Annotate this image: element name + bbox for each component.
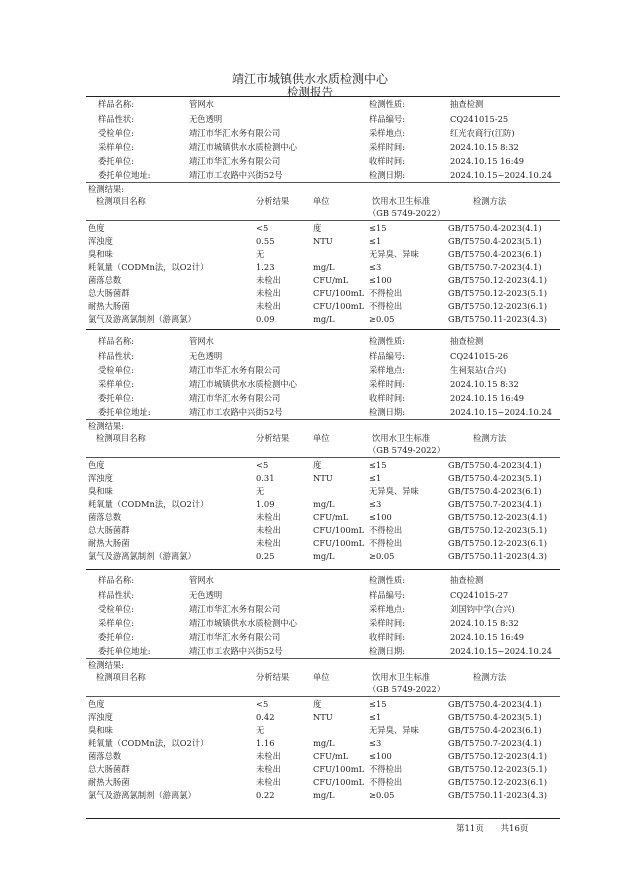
table-row <box>86 711 560 724</box>
table-row <box>86 248 560 261</box>
client-address-label: 委托单位地址: <box>98 407 151 417</box>
cell-item: 色度 <box>88 223 105 233</box>
cell-method: GB/T5750.12-2023(4.1) <box>448 512 547 522</box>
cell-item: 菌落总数 <box>88 275 122 285</box>
cell-method: GB/T5750.4-2023(4.1) <box>448 699 542 709</box>
table-row <box>86 472 560 485</box>
table-row <box>86 698 560 711</box>
client-unit-label: 委托单位: <box>98 393 134 403</box>
cell-item: 色度 <box>88 699 105 709</box>
table-row <box>86 763 560 776</box>
cell-item: 浑浊度 <box>88 236 113 246</box>
cell-standard: ≤1 <box>369 712 382 722</box>
page-number: 第11页 <box>456 824 484 834</box>
client-unit-label: 委托单位: <box>98 632 134 642</box>
column-header-unit: 单位 <box>313 672 330 682</box>
receipt-time-value: 2024.10.15 16:49 <box>450 632 525 642</box>
cell-unit: 度 <box>313 223 322 233</box>
cell-standard: ≤3 <box>369 499 382 509</box>
cell-standard: 不得检出 <box>369 777 403 787</box>
column-header-standard: 饮用水卫生标准 <box>372 672 431 682</box>
cell-item: 氯气及游离氯制剂（游离氯） <box>88 790 196 800</box>
commissioned-unit-label: 受检单位: <box>98 604 134 614</box>
cell-unit: NTU <box>313 712 333 722</box>
cell-standard: ≤100 <box>369 275 392 285</box>
sample-property-label: 样品性状: <box>98 114 134 124</box>
cell-unit: CFU/100mL <box>313 777 365 787</box>
sampling-time-value: 2024.10.15 8:32 <box>450 618 519 628</box>
cell-result: 未检出 <box>256 512 281 522</box>
cell-result: 1.16 <box>256 738 275 748</box>
sample-property-value: 无色透明 <box>189 351 223 361</box>
report-title: 靖江市城镇供水水质检测中心 <box>231 72 388 86</box>
table-row <box>86 537 560 550</box>
cell-item: 臭和味 <box>88 249 113 259</box>
column-header-unit: 单位 <box>313 196 330 206</box>
sampling-time-label: 采样时间: <box>369 379 405 389</box>
cell-unit: CFU/mL <box>313 275 349 285</box>
receipt-time-value: 2024.10.15 16:49 <box>450 393 525 403</box>
sampling-site-label: 采样地点: <box>369 604 405 614</box>
test-date-value: 2024.10.15~2024.10.24 <box>450 407 552 417</box>
sample-no-value: CQ241015-27 <box>450 590 509 600</box>
cell-item: 耐热大肠菌 <box>88 777 130 787</box>
cell-method: GB/T5750.12-2023(5.1) <box>448 764 547 774</box>
cell-standard: ≥0.05 <box>369 314 395 324</box>
table-row <box>86 222 560 235</box>
sample-name-value: 管网水 <box>189 336 214 346</box>
test-date-label: 检测日期: <box>369 646 405 656</box>
cell-result: 未检出 <box>256 275 281 285</box>
cell-method: GB/T5750.12-2023(5.1) <box>448 525 547 535</box>
cell-method: GB/T5750.11-2023(4.3) <box>448 551 547 561</box>
cell-standard: ≤15 <box>369 223 387 233</box>
cell-method: GB/T5750.7-2023(4.1) <box>448 262 542 272</box>
cell-result: 无 <box>256 725 265 735</box>
test-date-label: 检测日期: <box>369 407 405 417</box>
table-row <box>86 313 560 326</box>
page-footer <box>456 822 542 834</box>
sampling-site-label: 采样地点: <box>369 128 405 138</box>
sampling-time-value: 2024.10.15 8:32 <box>450 142 519 152</box>
sampling-site-value: 红光农商行(江防) <box>450 128 515 138</box>
cell-result: 无 <box>256 249 265 259</box>
cell-unit: mg/L <box>313 551 335 561</box>
table-row <box>86 498 560 511</box>
cell-result: 0.42 <box>256 712 275 722</box>
column-header-item: 检测项目名称 <box>96 196 146 206</box>
cell-method: GB/T5750.4-2023(5.1) <box>448 473 542 483</box>
cell-item: 耐热大肠菌 <box>88 538 130 548</box>
client-unit-label: 委托单位: <box>98 156 134 166</box>
cell-method: GB/T5750.12-2023(4.1) <box>448 275 547 285</box>
cell-item: 氯气及游离氯制剂（游离氯） <box>88 551 196 561</box>
cell-item: 浑浊度 <box>88 473 113 483</box>
table-row <box>86 261 560 274</box>
report-subtitle: 检测报告 <box>287 85 333 99</box>
receipt-time-label: 收样时间: <box>369 156 405 166</box>
cell-standard: ≤100 <box>369 751 392 761</box>
commissioned-unit-value: 靖江市华汇水务有限公司 <box>189 128 281 138</box>
table-row <box>86 274 560 287</box>
cell-item: 耗氧量（CODMn法，以O2计） <box>88 738 209 748</box>
test-property-value: 抽查检测 <box>450 336 484 346</box>
cell-result: 未检出 <box>256 751 281 761</box>
cell-unit: CFU/100mL <box>313 538 365 548</box>
column-header-method: 检测方法 <box>473 196 507 206</box>
cell-result: 未检出 <box>256 301 281 311</box>
cell-unit: CFU/100mL <box>313 301 365 311</box>
cell-method: GB/T5750.4-2023(5.1) <box>448 712 542 722</box>
cell-method: GB/T5750.12-2023(6.1) <box>448 777 547 787</box>
cell-standard: ≤3 <box>369 262 382 272</box>
sample-name-label: 样品名称: <box>98 99 134 109</box>
column-header-standard-code: （GB 5749-2022） <box>368 684 445 694</box>
cell-item: 总大肠菌群 <box>88 288 130 298</box>
cell-unit: mg/L <box>313 262 335 272</box>
cell-unit: CFU/mL <box>313 751 349 761</box>
test-property-label: 检测性质: <box>369 575 405 585</box>
column-header-item: 检测项目名称 <box>96 672 146 682</box>
client-unit-value: 靖江市华汇水务有限公司 <box>189 632 281 642</box>
client-address-value: 靖江市工农路中兴街52号 <box>189 170 283 180</box>
cell-standard: ≤15 <box>369 460 387 470</box>
table-row <box>86 550 560 563</box>
sample-no-label: 样品编号: <box>369 351 405 361</box>
cell-result: 未检出 <box>256 288 281 298</box>
sample-property-label: 样品性状: <box>98 590 134 600</box>
column-header-result: 分析结果 <box>256 433 290 443</box>
bottom-rule <box>86 818 560 819</box>
cell-result: 0.55 <box>256 236 275 246</box>
cell-unit: NTU <box>313 473 333 483</box>
cell-method: GB/T5750.7-2023(4.1) <box>448 738 542 748</box>
cell-result: 未检出 <box>256 764 281 774</box>
cell-result: 1.09 <box>256 499 275 509</box>
cell-item: 耐热大肠菌 <box>88 301 130 311</box>
table-row <box>86 776 560 789</box>
sample-name-label: 样品名称: <box>98 575 134 585</box>
test-date-value: 2024.10.15~2024.10.24 <box>450 646 552 656</box>
table-row <box>86 511 560 524</box>
cell-unit: 度 <box>313 699 322 709</box>
column-header-standard-code: （GB 5749-2022） <box>368 445 445 455</box>
cell-standard: ≤15 <box>369 699 387 709</box>
cell-result: 无 <box>256 486 265 496</box>
sample-name-label: 样品名称: <box>98 336 134 346</box>
sample-property-label: 样品性状: <box>98 351 134 361</box>
sampling-unit-value: 靖江市城镇供水水质检测中心 <box>189 142 297 152</box>
column-header-method: 检测方法 <box>473 433 507 443</box>
sampling-unit-label: 采样单位: <box>98 142 134 152</box>
client-address-value: 靖江市工农路中兴街52号 <box>189 646 283 656</box>
sampling-site-value: 生祠泵站(合兴) <box>450 365 507 375</box>
client-address-label: 委托单位地址: <box>98 646 151 656</box>
sample-no-label: 样品编号: <box>369 114 405 124</box>
cell-item: 耗氧量（CODMn法，以O2计） <box>88 262 209 272</box>
cell-method: GB/T5750.7-2023(4.1) <box>448 499 542 509</box>
cell-item: 臭和味 <box>88 486 113 496</box>
cell-item: 菌落总数 <box>88 512 122 522</box>
cell-unit: CFU/100mL <box>313 288 365 298</box>
cell-standard: ≥0.05 <box>369 551 395 561</box>
cell-method: GB/T5750.12-2023(4.1) <box>448 751 547 761</box>
commissioned-unit-value: 靖江市华汇水务有限公司 <box>189 365 281 375</box>
sampling-unit-value: 靖江市城镇供水水质检测中心 <box>189 379 297 389</box>
cell-unit: 度 <box>313 460 322 470</box>
cell-item: 臭和味 <box>88 725 113 735</box>
test-property-value: 抽查检测 <box>450 575 484 585</box>
cell-standard: ≤100 <box>369 512 392 522</box>
cell-unit: CFU/100mL <box>313 764 365 774</box>
column-header-standard: 饮用水卫生标准 <box>372 196 431 206</box>
column-header-method: 检测方法 <box>473 672 507 682</box>
sampling-time-value: 2024.10.15 8:32 <box>450 379 519 389</box>
receipt-time-label: 收样时间: <box>369 393 405 403</box>
cell-item: 菌落总数 <box>88 751 122 761</box>
top-rule <box>86 96 560 97</box>
sample-name-value: 管网水 <box>189 575 214 585</box>
cell-unit: mg/L <box>313 314 335 324</box>
cell-method: GB/T5750.4-2023(4.1) <box>448 460 542 470</box>
cell-standard: 不得检出 <box>369 538 403 548</box>
cell-method: GB/T5750.12-2023(6.1) <box>448 301 547 311</box>
cell-result: 0.09 <box>256 314 275 324</box>
commissioned-unit-label: 受检单位: <box>98 365 134 375</box>
cell-method: GB/T5750.4-2023(4.1) <box>448 223 542 233</box>
commissioned-unit-value: 靖江市华汇水务有限公司 <box>189 604 281 614</box>
cell-method: GB/T5750.11-2023(4.3) <box>448 314 547 324</box>
sample-no-label: 样品编号: <box>369 590 405 600</box>
section-divider <box>86 569 560 570</box>
cell-item: 氯气及游离氯制剂（游离氯） <box>88 314 196 324</box>
cell-result: <5 <box>256 699 269 709</box>
cell-standard: ≥0.05 <box>369 790 395 800</box>
cell-item: 色度 <box>88 460 105 470</box>
cell-unit: CFU/100mL <box>313 525 365 535</box>
test-date-value: 2024.10.15~2024.10.24 <box>450 170 552 180</box>
table-row <box>86 485 560 498</box>
cell-standard: ≤1 <box>369 236 382 246</box>
sample-property-value: 无色透明 <box>189 114 223 124</box>
sampling-site-value: 刘国钧中学(合兴) <box>450 604 515 614</box>
cell-item: 耗氧量（CODMn法，以O2计） <box>88 499 209 509</box>
table-row <box>86 724 560 737</box>
column-header-item: 检测项目名称 <box>96 433 146 443</box>
cell-unit: mg/L <box>313 738 335 748</box>
sampling-time-label: 采样时间: <box>369 142 405 152</box>
cell-unit: mg/L <box>313 790 335 800</box>
cell-standard: 不得检出 <box>369 301 403 311</box>
results-label: 检测结果: <box>88 421 124 431</box>
test-property-label: 检测性质: <box>369 336 405 346</box>
cell-standard: 无异臭、异味 <box>369 486 419 496</box>
cell-unit: NTU <box>313 236 333 246</box>
sampling-unit-label: 采样单位: <box>98 618 134 628</box>
cell-method: GB/T5750.4-2023(6.1) <box>448 249 542 259</box>
cell-unit: CFU/mL <box>313 512 349 522</box>
cell-standard: 不得检出 <box>369 288 403 298</box>
results-label: 检测结果: <box>88 660 124 670</box>
cell-method: GB/T5750.12-2023(6.1) <box>448 538 547 548</box>
sample-no-value: CQ241015-25 <box>450 114 509 124</box>
cell-result: 0.31 <box>256 473 275 483</box>
column-header-standard: 饮用水卫生标准 <box>372 433 431 443</box>
cell-method: GB/T5750.4-2023(5.1) <box>448 236 542 246</box>
cell-item: 浑浊度 <box>88 712 113 722</box>
column-header-result: 分析结果 <box>256 672 290 682</box>
sampling-unit-value: 靖江市城镇供水水质检测中心 <box>189 618 297 628</box>
sample-no-value: CQ241015-26 <box>450 351 509 361</box>
cell-result: 未检出 <box>256 538 281 548</box>
cell-standard: ≤3 <box>369 738 382 748</box>
column-header-unit: 单位 <box>313 433 330 443</box>
cell-unit: mg/L <box>313 499 335 509</box>
test-property-label: 检测性质: <box>369 99 405 109</box>
page-total: 共16页 <box>500 824 529 834</box>
cell-method: GB/T5750.11-2023(4.3) <box>448 790 547 800</box>
table-row <box>86 287 560 300</box>
table-row <box>86 750 560 763</box>
cell-method: GB/T5750.4-2023(6.1) <box>448 486 542 496</box>
client-address-value: 靖江市工农路中兴街52号 <box>189 407 283 417</box>
table-row <box>86 235 560 248</box>
cell-result: 未检出 <box>256 525 281 535</box>
cell-standard: 不得检出 <box>369 764 403 774</box>
table-row <box>86 459 560 472</box>
cell-standard: 无异臭、异味 <box>369 725 419 735</box>
cell-standard: 无异臭、异味 <box>369 249 419 259</box>
table-row <box>86 789 560 802</box>
cell-result: 未检出 <box>256 777 281 787</box>
column-header-standard-code: （GB 5749-2022） <box>368 208 445 218</box>
sampling-site-label: 采样地点: <box>369 365 405 375</box>
commissioned-unit-label: 受检单位: <box>98 128 134 138</box>
cell-standard: ≤1 <box>369 473 382 483</box>
test-date-label: 检测日期: <box>369 170 405 180</box>
cell-result: 0.25 <box>256 551 275 561</box>
cell-result: 0.22 <box>256 790 275 800</box>
cell-result: <5 <box>256 223 269 233</box>
cell-item: 总大肠菌群 <box>88 525 130 535</box>
sample-property-value: 无色透明 <box>189 590 223 600</box>
results-label: 检测结果: <box>88 184 124 194</box>
table-row <box>86 300 560 313</box>
sample-name-value: 管网水 <box>189 99 214 109</box>
cell-result: 1.23 <box>256 262 275 272</box>
receipt-time-value: 2024.10.15 16:49 <box>450 156 525 166</box>
receipt-time-label: 收样时间: <box>369 632 405 642</box>
table-row <box>86 737 560 750</box>
client-unit-value: 靖江市华汇水务有限公司 <box>189 393 281 403</box>
cell-result: <5 <box>256 460 269 470</box>
sampling-unit-label: 采样单位: <box>98 379 134 389</box>
sampling-time-label: 采样时间: <box>369 618 405 628</box>
cell-item: 总大肠菌群 <box>88 764 130 774</box>
table-row <box>86 524 560 537</box>
client-address-label: 委托单位地址: <box>98 170 151 180</box>
section-divider <box>86 329 560 330</box>
cell-standard: 不得检出 <box>369 525 403 535</box>
cell-method: GB/T5750.4-2023(6.1) <box>448 725 542 735</box>
test-property-value: 抽查检测 <box>450 99 484 109</box>
cell-method: GB/T5750.12-2023(5.1) <box>448 288 547 298</box>
client-unit-value: 靖江市华汇水务有限公司 <box>189 156 281 166</box>
column-header-result: 分析结果 <box>256 196 290 206</box>
